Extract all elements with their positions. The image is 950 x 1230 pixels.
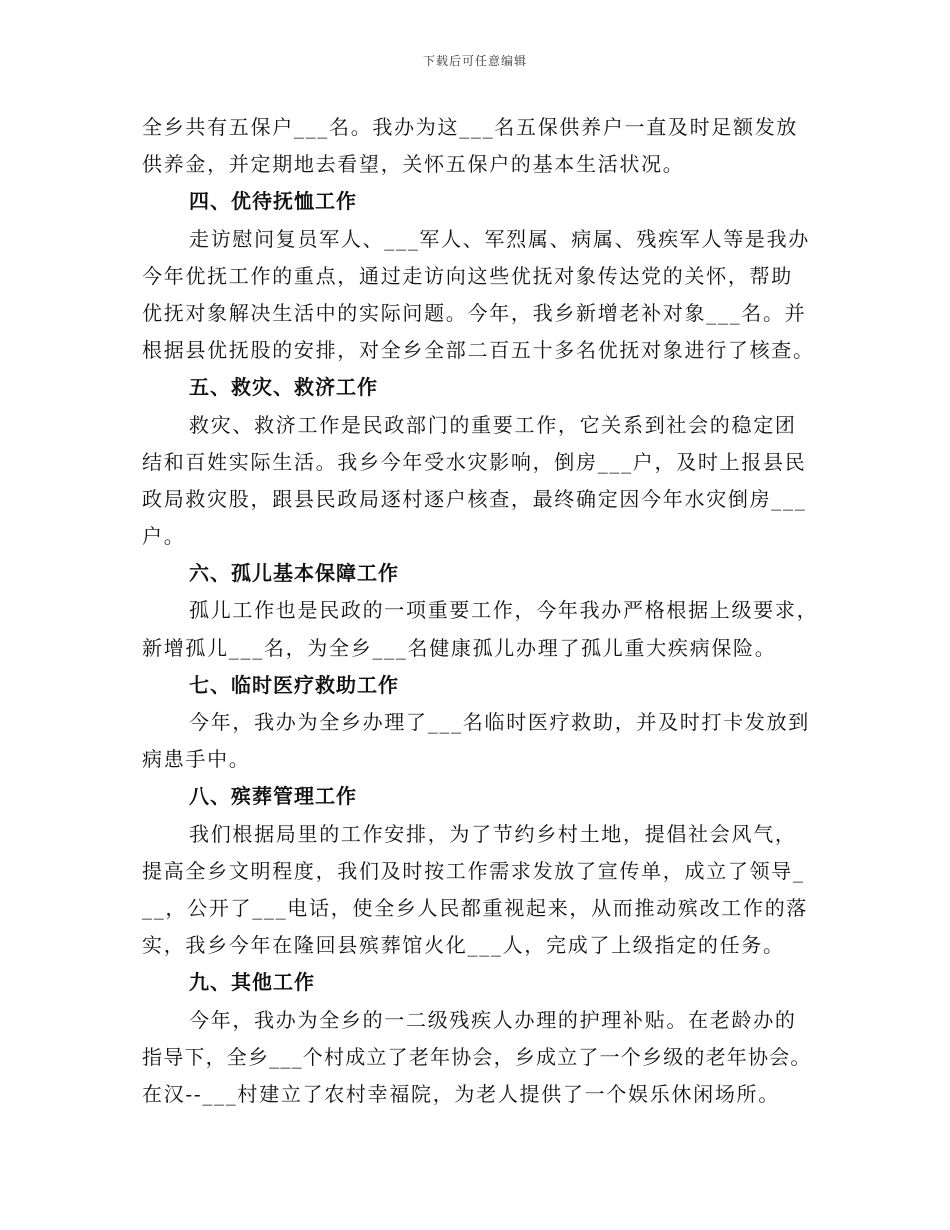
text-line: 指导下，全乡___个村成立了老年协会，乡成立了一个乡级的老年协会。 xyxy=(142,1044,812,1069)
section-heading: 六、孤儿基本保障工作 xyxy=(189,561,399,586)
text-line: 新增孤儿___名，为全乡___名健康孤儿办理了孤儿重大疾病保险。 xyxy=(142,635,777,660)
text-line: 结和百姓实际生活。我乡今年受水灾影响，倒房___户，及时上报县民 xyxy=(142,449,807,474)
text-line: 我们根据局里的工作安排，为了节约乡村土地，提倡社会风气， xyxy=(189,821,797,846)
page-header: 下载后可任意编辑 xyxy=(422,54,527,68)
document-body xyxy=(142,109,818,1113)
text-line: 根据县优抚股的安排，对全乡全部二百五十多名优抚对象进行了核查。 xyxy=(142,338,815,363)
text-line: 走访慰问复员军人、___军人、军烈属、病属、残疾军人等是我办 xyxy=(189,226,810,251)
section-heading: 五、救灾、救济工作 xyxy=(189,375,378,400)
text-line: 今年，我办为全乡办理了___名临时医疗救助，并及时打卡发放到 xyxy=(189,710,810,734)
section-heading: 七、临时医疗救助工作 xyxy=(189,672,399,697)
text-line: 孤儿工作也是民政的一项重要工作，今年我办严格根据上级要求， xyxy=(189,598,819,623)
section-heading: 九、其他工作 xyxy=(189,970,315,995)
text-line: 全乡共有五保户___名。我办为这___名五保供养户一直及时足额发放 xyxy=(142,115,799,139)
text-line: 在汉--___村建立了农村幸福院，为老人提供了一个娱乐休闲场所。 xyxy=(142,1081,780,1106)
section-heading: 四、优待抚恤工作 xyxy=(189,189,357,214)
text-line: __，公开了___电话，使全乡人民都重视起来，从而推动殡改工作的落 xyxy=(142,895,809,920)
text-line: 优抚对象解决生活中的实际问题。今年，我乡新增老补对象___名。并 xyxy=(142,300,807,325)
text-line: 政局救灾股，跟县民政局逐村逐户核查，最终确定因今年水灾倒房___ xyxy=(142,486,807,511)
text-line: 供养金，并定期地去看望，关怀五保户的基本生活状况。 xyxy=(142,152,685,177)
text-line: 救灾、救济工作是民政部门的重要工作，它关系到社会的稳定团 xyxy=(189,412,797,437)
text-line: 病患手中。 xyxy=(142,747,251,772)
text-line: 今年优抚工作的重点，通过走访向这些优抚对象传达党的关怀，帮助 xyxy=(142,263,793,288)
text-line: 实，我乡今年在隆回县殡葬馆火化___人，完成了上级指定的任务。 xyxy=(142,933,785,958)
section-heading: 八、殡葬管理工作 xyxy=(189,784,357,809)
text-line: 今年，我办为全乡的一二级残疾人办理的护理补贴。在老龄办的 xyxy=(189,1007,797,1032)
text-line: 户。 xyxy=(142,524,186,549)
text-line: 提高全乡文明程度，我们及时按工作需求发放了宣传单，成立了领导_ xyxy=(142,858,805,883)
